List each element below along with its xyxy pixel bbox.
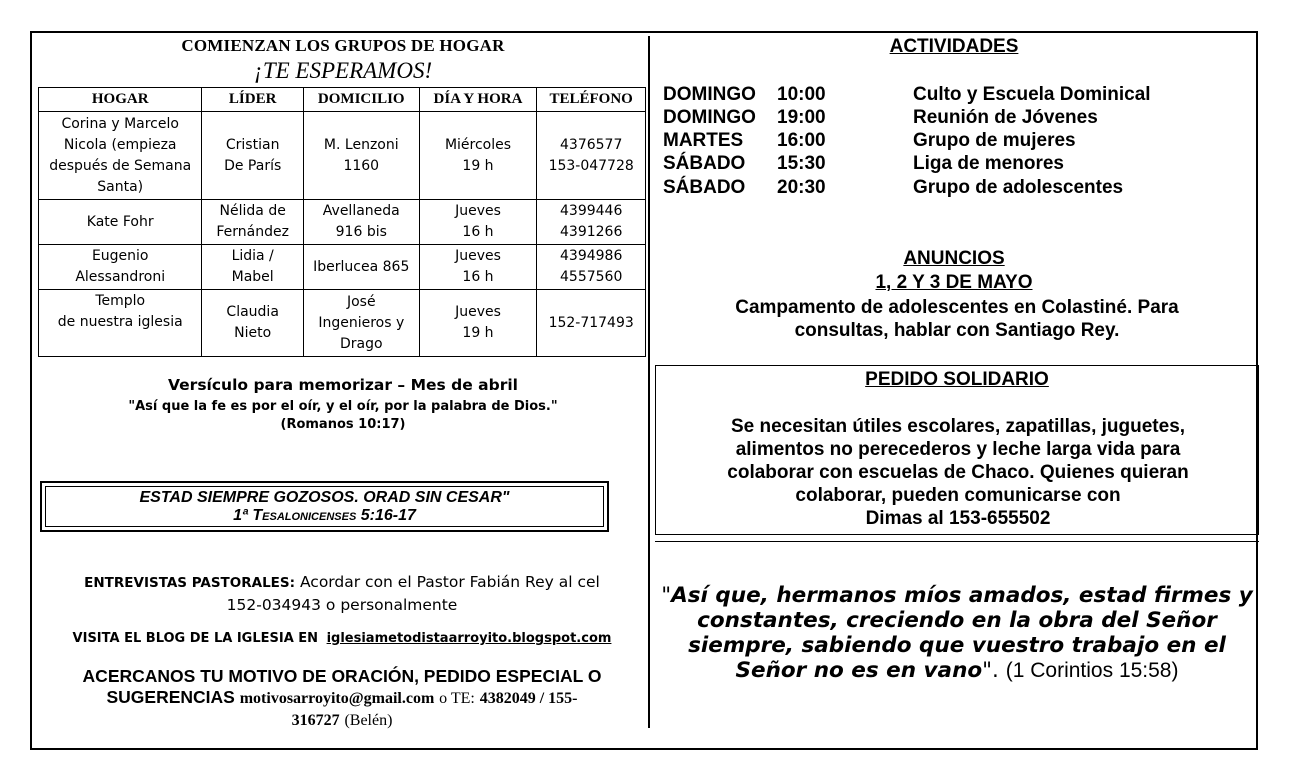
cell-hogar: Kate Fohr: [39, 200, 202, 245]
section-divider: [655, 541, 1259, 542]
quote-text: Así que, hermanos míos amados, estad firmes y constantes, creciendo en la obra del Señor siempre, sabiendo que vuestro trabajo en el Señor no es en vano: [671, 583, 1253, 683]
blog-label: VISITA EL BLOG DE LA IGLESIA EN: [72, 631, 319, 646]
pastoral-interviews: [44, 571, 640, 616]
prayer-phone-end: 316727: [291, 712, 340, 729]
cell-telefono: 4376577 153-047728: [537, 112, 646, 200]
quote-reference: (1 Corintios 15:58): [1005, 659, 1179, 682]
prayer-email[interactable]: motivosarroyito@gmail.com: [239, 690, 435, 707]
col-header-lider: LÍDER: [202, 88, 304, 112]
activity-name: Grupo de mujeres: [913, 130, 1076, 151]
cell-dia: Miércoles 19 h: [419, 112, 537, 200]
cell-lider: Lidia / Mabel: [202, 245, 304, 290]
motto-inner-box: [45, 486, 604, 527]
cell-lider: Nélida de Fernández: [202, 200, 304, 245]
activity-time: 19:00: [777, 107, 826, 128]
activity-time: 15:30: [777, 153, 826, 174]
motto-box: [40, 481, 609, 532]
quote-open-mark: ": [661, 583, 672, 608]
prayer-requests: [44, 666, 640, 731]
announcements-title: ANUNCIOS: [903, 248, 1005, 269]
blog-notice: [44, 631, 640, 646]
cell-domicilio: Iberlucea 865: [303, 245, 419, 290]
interviews-phone: 152-034943 o personalmente: [226, 596, 458, 614]
activity-day: SÁBADO: [663, 153, 746, 174]
cell-hogar: Eugenio Alessandroni: [39, 245, 202, 290]
motto-reference: 1ª Tesalonicenses 5:16-17: [233, 507, 416, 524]
interviews-label: ENTREVISTAS PASTORALES:: [84, 575, 296, 591]
prayer-o-te: o TE:: [439, 690, 475, 707]
table-row: [39, 200, 646, 245]
verse-title: Versículo para memorizar – Mes de abril: [168, 376, 518, 394]
blog-link[interactable]: iglesiametodistaarroyito.blogspot.com: [326, 631, 612, 646]
table-row: [39, 290, 646, 357]
table-row: [39, 112, 646, 200]
activity-name: Grupo de adolescentes: [913, 177, 1124, 198]
solidarity-line: Dimas al 153-655502: [865, 508, 1051, 529]
quote-close-mark: ".: [982, 658, 999, 683]
cell-dia: Jueves 16 h: [419, 200, 537, 245]
column-divider: [648, 36, 650, 728]
verse-text: "Así que la fe es por el oír, y el oír, por la palabra de Dios.": [128, 399, 558, 414]
col-header-hogar: HOGAR: [39, 88, 202, 112]
activity-name: Culto y Escuela Dominical: [913, 84, 1151, 105]
groups-table: [38, 87, 646, 357]
activity-name: Reunión de Jóvenes: [913, 107, 1098, 128]
announcements-date: 1, 2 Y 3 DE MAYO: [875, 272, 1033, 293]
cell-domicilio: José Ingenieros y Drago: [303, 290, 419, 357]
cell-dia: Jueves 19 h: [419, 290, 537, 357]
interviews-text: Acordar con el Pastor Fabián Rey al cel: [299, 573, 600, 591]
prayer-phones: 4382049 / 155-: [479, 690, 578, 707]
motto-line: ESTAD SIEMPRE GOZOSOS. ORAD SIN CESAR": [139, 489, 510, 506]
announcement-line: consultas, hablar con Santiago Rey.: [794, 320, 1120, 341]
activities-title: ACTIVIDADES: [889, 36, 1019, 57]
closing-quote: [660, 583, 1254, 683]
groups-title: COMIENZAN LOS GRUPOS DE HOGAR: [181, 36, 505, 55]
cell-domicilio: Avellaneda 916 bis: [303, 200, 419, 245]
solidarity-line: alimentos no perecederos y leche larga vida para: [735, 439, 1181, 460]
activity-day: DOMINGO: [663, 107, 756, 128]
groups-header-row: [39, 88, 646, 112]
activity-day: SÁBADO: [663, 177, 746, 198]
cell-lider: Cristian De París: [202, 112, 304, 200]
prayer-contact-name: (Belén): [344, 712, 393, 729]
cell-telefono: 4399446 4391266: [537, 200, 646, 245]
solidarity-line: colaborar, pueden comunicarse con: [795, 485, 1121, 506]
table-row: [39, 245, 646, 290]
col-header-telefono: TELÉFONO: [537, 88, 646, 112]
solidarity-box: [655, 365, 1259, 535]
verse-reference: (Romanos 10:17): [280, 417, 406, 432]
groups-subtitle: ¡TE ESPERAMOS!: [253, 58, 433, 83]
announcement-line: Campamento de adolescentes en Colastiné. Para: [735, 297, 1179, 318]
activity-day: DOMINGO: [663, 84, 756, 105]
col-header-dia: DÍA Y HORA: [419, 88, 537, 112]
cell-hogar: Templo de nuestra iglesia: [39, 290, 202, 357]
cell-domicilio: M. Lenzoni 1160: [303, 112, 419, 200]
activity-time: 20:30: [777, 177, 826, 198]
activity-name: Liga de menores: [913, 153, 1064, 174]
solidarity-line: colaborar con escuelas de Chaco. Quienes quieran: [727, 462, 1189, 483]
cell-telefono: 152-717493: [537, 290, 646, 357]
prayer-label: SUGERENCIAS: [106, 687, 235, 707]
col-header-domicilio: DOMICILIO: [303, 88, 419, 112]
activity-time: 10:00: [777, 84, 826, 105]
cell-hogar: Corina y Marcelo Nicola (empieza después de Semana Santa): [39, 112, 202, 200]
prayer-line1: ACERCANOS TU MOTIVO DE ORACIÓN, PEDIDO ESPECIAL O: [82, 666, 602, 686]
cell-dia: Jueves 16 h: [419, 245, 537, 290]
announcements-text: [690, 296, 1224, 342]
activity-day: MARTES: [663, 130, 744, 151]
cell-telefono: 4394986 4557560: [537, 245, 646, 290]
cell-lider: Claudia Nieto: [202, 290, 304, 357]
solidarity-text: [686, 415, 1230, 530]
activity-time: 16:00: [777, 130, 826, 151]
solidarity-line: Se necesitan útiles escolares, zapatillas, juguetes,: [730, 416, 1186, 437]
solidarity-title: PEDIDO SOLIDARIO: [865, 369, 1049, 390]
